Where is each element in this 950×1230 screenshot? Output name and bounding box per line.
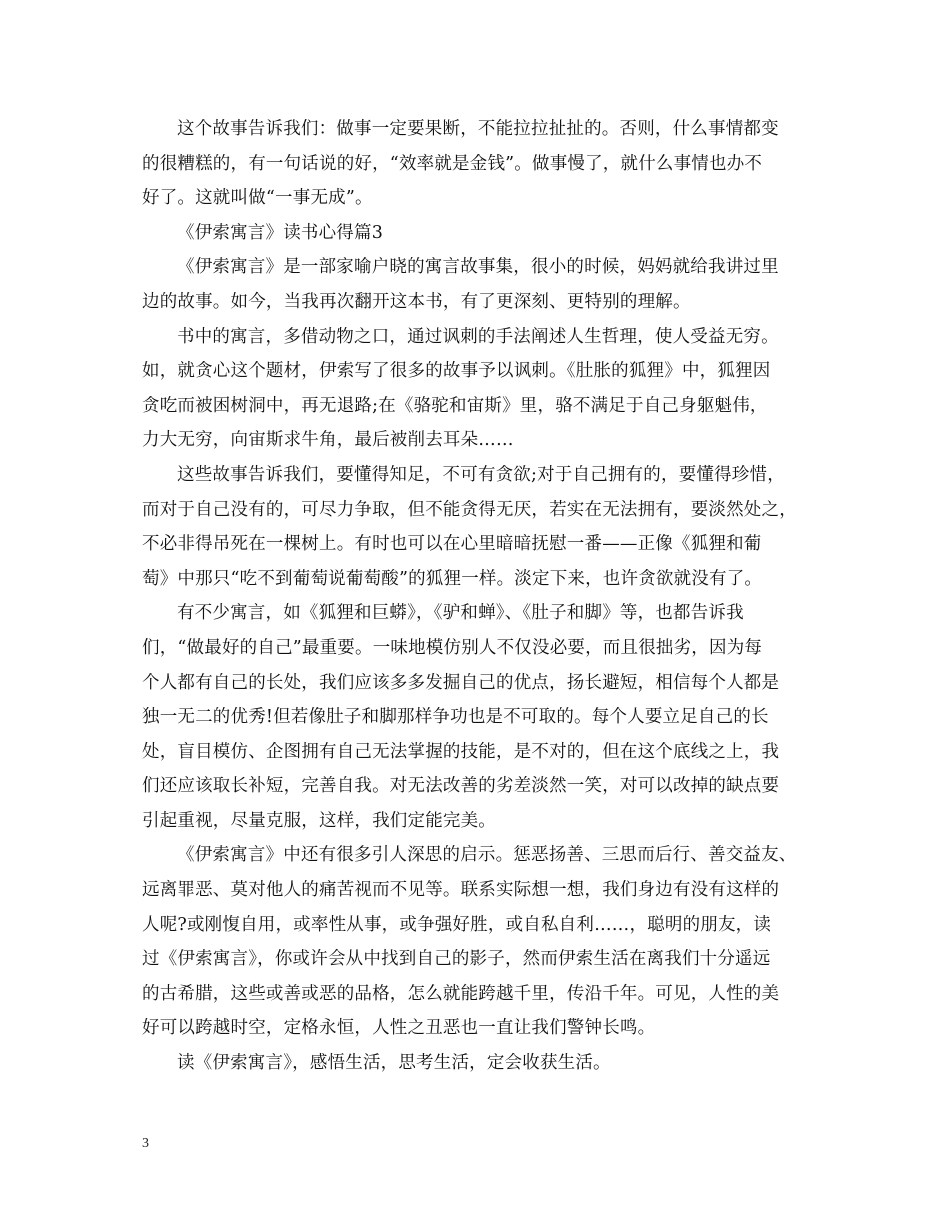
paragraph-contentment: 这些故事告诉我们，要懂得知足，不可有贪欲;对于自己拥有的，要懂得珍惜， 而对于自己没有的，可尽力争取，但不能贪得无厌，若实在无法拥有，要淡然处之， 不必非得吊死在一棵树上。有时也可以在心里暗暗抚慰一番——正像《狐狸和葡 萄》中那只“吃不到葡萄说葡萄酸”的狐狸一样。淡定下来，也许贪欲就没有了。 [142, 464, 797, 589]
paragraph-conclusion: 读《伊索寓言》，感悟生活，思考生活，定会收获生活。 [177, 1053, 611, 1074]
section-heading: 《伊索寓言》读书心得篇3 [177, 222, 384, 243]
paragraph-be-yourself: 有不少寓言，如《狐狸和巨蟒》，《驴和蝉》、《肚子和脚》等，也都告诉我 们，“做最好的自己”最重要。一味地模仿别人不仅没必要，而且很拙劣，因为每 个人都有自己的长处，我们应该多多发掘自己的优点，扬长避短，相信每个人都是 独一无二的优秀!但若像肚子和脚那样争功也是不可取的。每个人要立足自己的长 处，盲目模仿、企图拥有自己无法掌握的技能，是不对的，但在这个底线之上，我 们还应该取长补短，完善自我。对无法改善的劣差淡然一笑，对可以改掉的缺点要 引起重视，尽量克服，这样，我们定能完美。 [142, 603, 780, 831]
paragraph-enlightenment: 《伊索寓言》中还有很多引人深思的启示。惩恶扬善、三思而后行、善交益友、 远离罪恶、莫对他人的痛苦视而不见等。联系实际想一想，我们身边有没有这样的 人呢?或刚愎自用，或率性从事，或争强好胜，或自私自利……，聪明的朋友，读 过《伊索寓言》，你或许会从中找到自己的影子，然而伊索生活在离我们十分遥远 的古希腊，这些或善或恶的品格，怎么就能跨越千里，传沿千年。可见，人性的美 好可以跨越时空，定格永恒，人性之丑恶也一直让我们警钟长鸣。 [142, 845, 797, 1039]
document-body [142, 112, 826, 1081]
paragraph-story-moral: 这个故事告诉我们：做事一定要果断，不能拉拉扯扯的。否则，什么事情都变 的很糟糕的，有一句话说的好，“效率就是金钱”。做事慢了，就什么事情也办不 好了。这就叫做“一事无成”。 [142, 119, 779, 209]
paragraph-intro: 《伊索寓言》是一部家喻户晓的寓言故事集，很小的时候，妈妈就给我讲过里 边的故事。如今，当我再次翻开这本书，有了更深刻、更特别的理解。 [142, 257, 779, 312]
page-number: 3 [142, 1136, 149, 1151]
paragraph-greed-fables: 书中的寓言，多借动物之口，通过讽刺的手法阐述人生哲理，使人受益无穷。 如，就贪心这个题材，伊索写了很多的故事予以讽刺。《肚胀的狐狸》中，狐狸因 贪吃而被困树洞中，再无退路;在《骆驼和宙斯》里，骆不满足于自己身躯魁伟， 力大无穷，向宙斯求牛角，最后被削去耳朵…… [142, 326, 779, 451]
